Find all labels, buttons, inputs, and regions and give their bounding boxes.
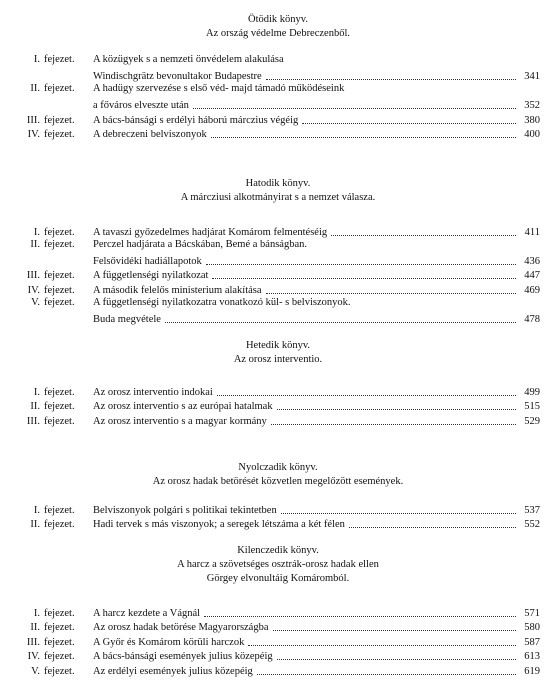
chapter-title	[93, 282, 540, 297]
chapter-title-last-line	[93, 384, 540, 399]
chapter-title-last-line	[93, 311, 540, 326]
page-number: 587	[524, 636, 540, 648]
chapter-entry[interactable]	[0, 83, 556, 112]
chapter-entry[interactable]	[0, 112, 556, 127]
chapter-label: fejezet.	[44, 636, 75, 648]
chapter-label: fejezet.	[44, 651, 75, 663]
chapter-number: II.	[30, 238, 40, 250]
chapter-number: IV.	[27, 284, 40, 296]
chapter-number: I.	[33, 54, 40, 66]
leader-dots	[206, 263, 516, 265]
chapter-title-text: Buda megvétele	[93, 313, 161, 325]
chapter-title-text: A Győr és Komárom körüli harczok	[93, 636, 245, 648]
chapter-title-text: Az orosz hadak betörése Magyarországba	[93, 622, 269, 634]
chapter-number: III.	[26, 270, 40, 282]
chapter-number: II.	[30, 622, 40, 634]
chapter-title-last-line	[93, 69, 540, 84]
page-number: 411	[524, 226, 540, 238]
chapter-title-last-line	[93, 253, 540, 268]
chapter-title	[93, 127, 540, 142]
chapter-entry[interactable]	[0, 634, 556, 649]
chapter-entry[interactable]	[0, 384, 556, 399]
chapter-list	[0, 384, 556, 428]
leader-dots	[193, 107, 516, 109]
chapter-entry[interactable]	[0, 239, 556, 268]
chapter-entry[interactable]	[0, 127, 556, 142]
page-number: 469	[524, 284, 540, 296]
chapter-title-text: Az orosz interventio s a magyar kormány	[93, 415, 267, 427]
chapter-entry[interactable]	[0, 297, 556, 326]
chapter-title-last-line	[93, 268, 540, 283]
leader-dots	[271, 423, 516, 425]
chapter-label: fejezet.	[44, 83, 75, 95]
book-subtitle: Az ország védelme Debreczenből.	[205, 28, 350, 40]
book-section	[0, 178, 556, 326]
chapter-label: fejezet.	[44, 270, 75, 282]
chapter-title-text: A harcz kezdete a Vágnál	[93, 607, 201, 619]
chapter-title	[93, 605, 540, 620]
leader-dots	[277, 658, 516, 660]
chapter-entry[interactable]	[0, 413, 556, 428]
chapter-title-text: Belviszonyok polgári s politikai tekintetben	[93, 504, 277, 516]
chapter-title	[93, 649, 540, 664]
chapter-label: fejezet.	[44, 519, 75, 531]
chapter-label: fejezet.	[44, 238, 75, 250]
chapter-title-text: a főváros elveszte után	[93, 100, 189, 112]
chapter-title-line: A hadügy szervezése s első véd- majd támadó működéseink	[93, 83, 345, 95]
page-number: 537	[524, 504, 540, 516]
book-title: Nyolczadik könyv.	[238, 462, 318, 473]
page-number: 352	[524, 100, 540, 112]
chapter-title-last-line	[93, 413, 540, 428]
chapter-title	[93, 268, 540, 283]
page-number: 400	[524, 129, 540, 141]
book-subtitle: Az orosz interventio.	[233, 354, 323, 366]
chapter-entry[interactable]	[0, 54, 556, 83]
book-subtitle: A harcz a szövetséges osztrák-orosz hadak ellen	[177, 559, 379, 571]
chapter-title	[93, 239, 540, 268]
book-section	[0, 545, 556, 678]
chapter-number: IV.	[27, 651, 40, 663]
chapter-title-last-line	[93, 98, 540, 113]
chapter-list	[0, 502, 556, 531]
leader-dots	[266, 292, 516, 294]
chapter-label: fejezet.	[44, 114, 75, 126]
chapter-label: fejezet.	[44, 129, 75, 141]
page-number: 436	[524, 255, 540, 267]
chapter-title-last-line	[93, 224, 540, 239]
chapter-number: II.	[30, 83, 40, 95]
chapter-number: I.	[33, 607, 40, 619]
leader-dots	[281, 512, 516, 514]
leader-dots	[302, 122, 516, 124]
chapter-title-text: A második felelős ministerium alakítása	[93, 284, 262, 296]
chapter-label: fejezet.	[44, 622, 75, 634]
chapter-title-last-line	[93, 502, 540, 517]
chapter-list	[0, 605, 556, 678]
leader-dots	[277, 408, 516, 410]
chapter-number: II.	[30, 519, 40, 531]
book-section	[0, 340, 556, 428]
chapter-title-text: Hadi tervek s más viszonyok; a seregek létszáma a két félen	[93, 519, 345, 531]
chapter-title-last-line	[93, 127, 540, 142]
chapter-entry[interactable]	[0, 663, 556, 678]
page-number: 529	[524, 415, 540, 427]
chapter-title	[93, 517, 540, 532]
chapter-number: I.	[33, 504, 40, 516]
chapter-entry[interactable]	[0, 517, 556, 532]
page-number: 580	[524, 622, 540, 634]
chapter-label: fejezet.	[44, 607, 75, 619]
chapter-entry[interactable]	[0, 502, 556, 517]
leader-dots	[212, 277, 516, 279]
chapter-title-last-line	[93, 399, 540, 414]
chapter-entry[interactable]	[0, 224, 556, 239]
chapter-title	[93, 83, 540, 112]
leader-dots	[211, 136, 516, 138]
leader-dots	[165, 321, 516, 323]
chapter-title-last-line	[93, 649, 540, 664]
chapter-title	[93, 502, 540, 517]
chapter-title	[93, 384, 540, 399]
chapter-title-last-line	[93, 517, 540, 532]
leader-dots	[217, 394, 516, 396]
chapter-entry[interactable]	[0, 605, 556, 620]
leader-dots	[257, 673, 516, 675]
page-number: 341	[524, 71, 540, 83]
book-subtitle: A márcziusi alkotmányirat s a nemzet válasza.	[180, 192, 376, 204]
chapter-title-text: A bács-bánsági események julius közepéig	[93, 651, 273, 663]
chapter-label: fejezet.	[44, 665, 75, 677]
chapter-label: fejezet.	[44, 226, 75, 238]
chapter-title-text: Windischgrätz bevonultakor Budapestre	[93, 71, 262, 83]
book-section	[0, 462, 556, 531]
chapter-label: fejezet.	[44, 504, 75, 516]
page-number: 552	[524, 519, 540, 531]
chapter-title-text: A debreczeni belviszonyok	[93, 129, 207, 141]
chapter-title-last-line	[93, 112, 540, 127]
book-title: Hatodik könyv.	[245, 178, 311, 189]
chapter-title-last-line	[93, 663, 540, 678]
chapter-number: I.	[33, 226, 40, 238]
chapter-number: I.	[33, 386, 40, 398]
chapter-number: IV.	[27, 129, 40, 141]
chapter-label: fejezet.	[44, 386, 75, 398]
chapter-title-text: Az erdélyi események julius közepéig	[93, 665, 253, 677]
chapter-number: V.	[31, 665, 40, 677]
chapter-title	[93, 112, 540, 127]
page-number: 478	[524, 313, 540, 325]
chapter-title	[93, 224, 540, 239]
chapter-title-last-line	[93, 282, 540, 297]
book-subtitle-line-2: Görgey elvonultáig Komáromból.	[206, 573, 350, 585]
chapter-title	[93, 297, 540, 326]
chapter-entry[interactable]	[0, 268, 556, 283]
leader-dots	[204, 615, 516, 617]
page-number: 613	[524, 651, 540, 663]
book-title: Hetedik könyv.	[245, 340, 311, 351]
chapter-title-last-line	[93, 620, 540, 635]
book-title: Kilenczedik könyv.	[237, 545, 319, 556]
chapter-title-line: Perczel hadjárata a Bácskában, Bemé a bánságban.	[93, 238, 307, 250]
chapter-list	[0, 54, 556, 141]
chapter-number: III.	[26, 415, 40, 427]
chapter-label: fejezet.	[44, 401, 75, 413]
book-section	[0, 14, 556, 141]
chapter-title	[93, 663, 540, 678]
page-number: 499	[524, 386, 540, 398]
book-subtitle: Az orosz hadak betörését közvetlen megelőzött események.	[152, 476, 404, 488]
chapter-list	[0, 224, 556, 326]
leader-dots	[349, 526, 516, 528]
page-number: 619	[524, 665, 540, 677]
chapter-title	[93, 620, 540, 635]
chapter-label: fejezet.	[44, 415, 75, 427]
chapter-title	[93, 399, 540, 414]
chapter-title-last-line	[93, 605, 540, 620]
chapter-entry[interactable]	[0, 399, 556, 414]
page-number: 380	[524, 114, 540, 126]
page-number: 515	[524, 401, 540, 413]
chapter-title-line: A függetlenségi nyilatkozatra vonatkozó kül- s belviszonyok.	[93, 296, 351, 308]
chapter-title-text: Az orosz interventio indokai	[93, 386, 213, 398]
chapter-number: III.	[26, 636, 40, 648]
chapter-title-text: A tavaszi győzedelmes hadjárat Komárom felmentéséig	[93, 226, 328, 238]
chapter-title	[93, 634, 540, 649]
chapter-entry[interactable]	[0, 620, 556, 635]
page-number: 447	[524, 270, 540, 282]
chapter-title-text: Felsővidéki hadiállapotok	[93, 255, 202, 267]
leader-dots	[248, 644, 516, 646]
leader-dots	[273, 629, 516, 631]
chapter-title-text: A függetlenségi nyilatkozat	[93, 270, 209, 282]
chapter-label: fejezet.	[44, 284, 75, 296]
book-title: Ötödik könyv.	[248, 14, 308, 25]
chapter-number: V.	[31, 296, 40, 308]
chapter-title-text: Az orosz interventio s az európai hatalmak	[93, 401, 273, 413]
chapter-number: II.	[30, 401, 40, 413]
leader-dots	[331, 234, 516, 236]
leader-dots	[266, 78, 516, 80]
chapter-title	[93, 54, 540, 83]
chapter-label: fejezet.	[44, 296, 75, 308]
chapter-entry[interactable]	[0, 282, 556, 297]
chapter-entry[interactable]	[0, 649, 556, 664]
chapter-title	[93, 413, 540, 428]
chapter-title-text: A bács-bánsági s erdélyi háború márczius végéig	[93, 114, 299, 126]
page-number: 571	[524, 607, 540, 619]
chapter-title-line: A közügyek s a nemzeti önvédelem alakulása	[93, 54, 284, 66]
chapter-number: III.	[26, 114, 40, 126]
chapter-title-last-line	[93, 634, 540, 649]
chapter-label: fejezet.	[44, 54, 75, 66]
